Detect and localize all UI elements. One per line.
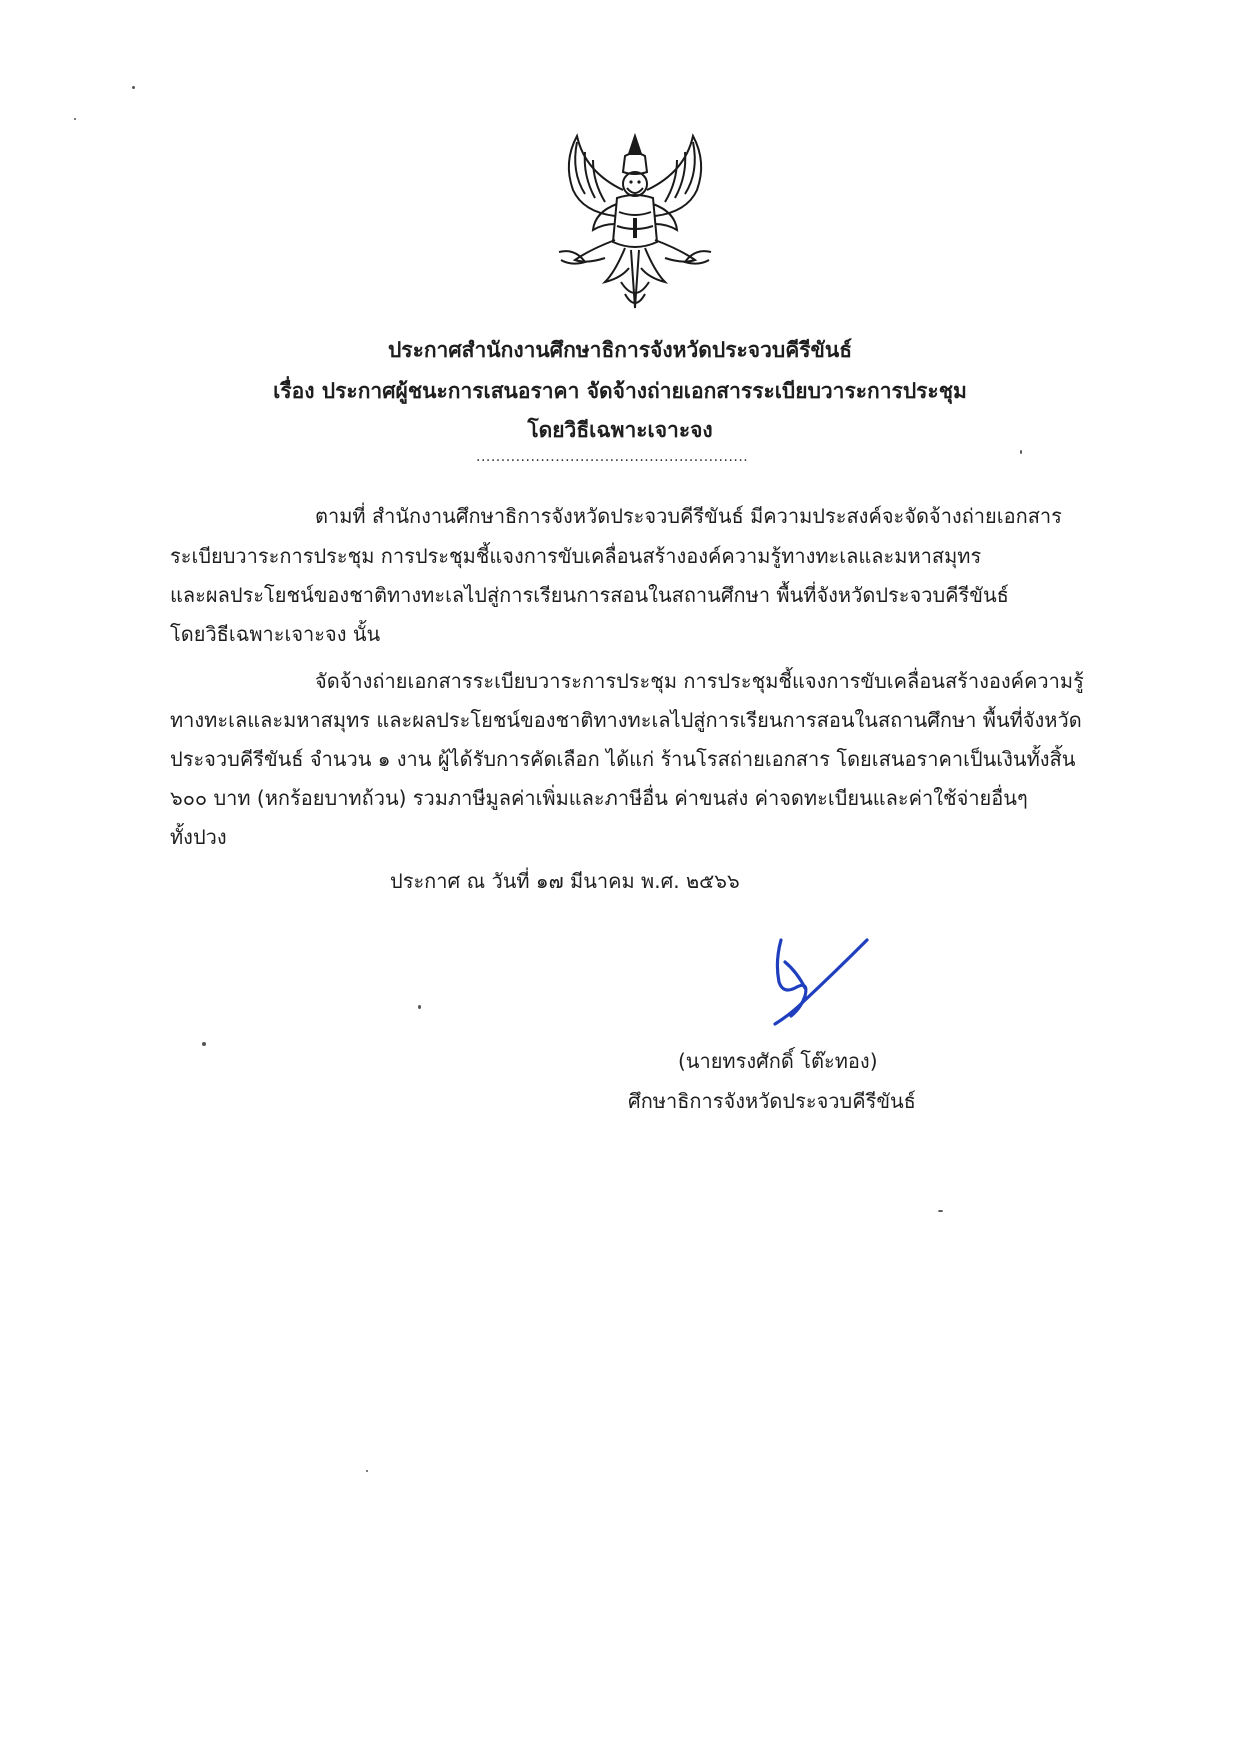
scan-speck <box>938 1210 943 1212</box>
announcement-subject: เรื่อง ประกาศผู้ชนะการเสนอราคา จัดจ้างถ่ายเอกสารระเบียบวาระการประชุม <box>273 379 967 403</box>
scan-speck <box>132 86 135 89</box>
paragraph-2-line: ทางทะเลและมหาสมุทร และผลประโยชน์ของชาติทางทะเลไปสู่การเรียนการสอนในสถานศึกษา พื้นที่จังหวัด <box>170 708 1082 732</box>
signatory-name: (นายทรงศักดิ์ โต๊ะทอง) <box>678 1049 878 1073</box>
announcement-method: โดยวิธีเฉพาะเจาะจง <box>527 418 713 442</box>
scan-speck <box>202 1042 206 1046</box>
scan-speck <box>74 118 76 120</box>
paragraph-2-line: ทั้งปวง <box>170 825 227 849</box>
paragraph-1-line: ตามที่ สำนักงานศึกษาธิการจังหวัดประจวบคีรีขันธ์ มีความประสงค์จะจัดจ้างถ่ายเอกสาร <box>315 504 1062 528</box>
announcement-title: ประกาศสำนักงานศึกษาธิการจังหวัดประจวบคีรีขันธ์ <box>387 338 853 362</box>
scan-speck <box>418 1005 421 1009</box>
paragraph-2-line: จัดจ้างถ่ายเอกสารระเบียบวาระการประชุม การประชุมชี้แจงการขับเคลื่อนสร้างองค์ความรู้ <box>315 669 1084 693</box>
paragraph-2-line: ๖๐๐ บาท (หกร้อยบาทถ้วน) รวมภาษีมูลค่าเพิ่มและภาษีอื่น ค่าขนส่ง ค่าจดทะเบียนและค่าใช้จ่ายอื่นๆ <box>170 786 1028 810</box>
signatory-position: ศึกษาธิการจังหวัดประจวบคีรีขันธ์ <box>628 1089 916 1113</box>
scan-speck <box>1020 450 1022 454</box>
paragraph-2-line: ประจวบคีรีขันธ์ จำนวน ๑ งาน ผู้ได้รับการคัดเลือก ได้แก่ ร้านโรสถ่ายเอกสาร โดยเสนอราคาเป็นเงินทั้งสิ้น <box>170 747 1076 771</box>
scan-speck <box>366 1470 368 1472</box>
signature-icon <box>755 932 875 1032</box>
paragraph-1-line: ระเบียบวาระการประชุม การประชุมชี้แจงการขับเคลื่อนสร้างองค์ความรู้ทางทะเลและมหาสมุทร <box>170 544 982 568</box>
heading-divider: ....................................................... <box>476 449 749 465</box>
paragraph-1-line: โดยวิธีเฉพาะเจาะจง นั้น <box>170 622 381 646</box>
garuda-emblem-icon <box>555 132 715 314</box>
paragraph-1-line: และผลประโยชน์ของชาติทางทะเลไปสู่การเรียนการสอนในสถานศึกษา พื้นที่จังหวัดประจวบคีรีขันธ์ <box>170 583 1009 607</box>
announcement-date: ประกาศ ณ วันที่ ๑๗ มีนาคม พ.ศ. ๒๕๖๖ <box>390 869 740 893</box>
